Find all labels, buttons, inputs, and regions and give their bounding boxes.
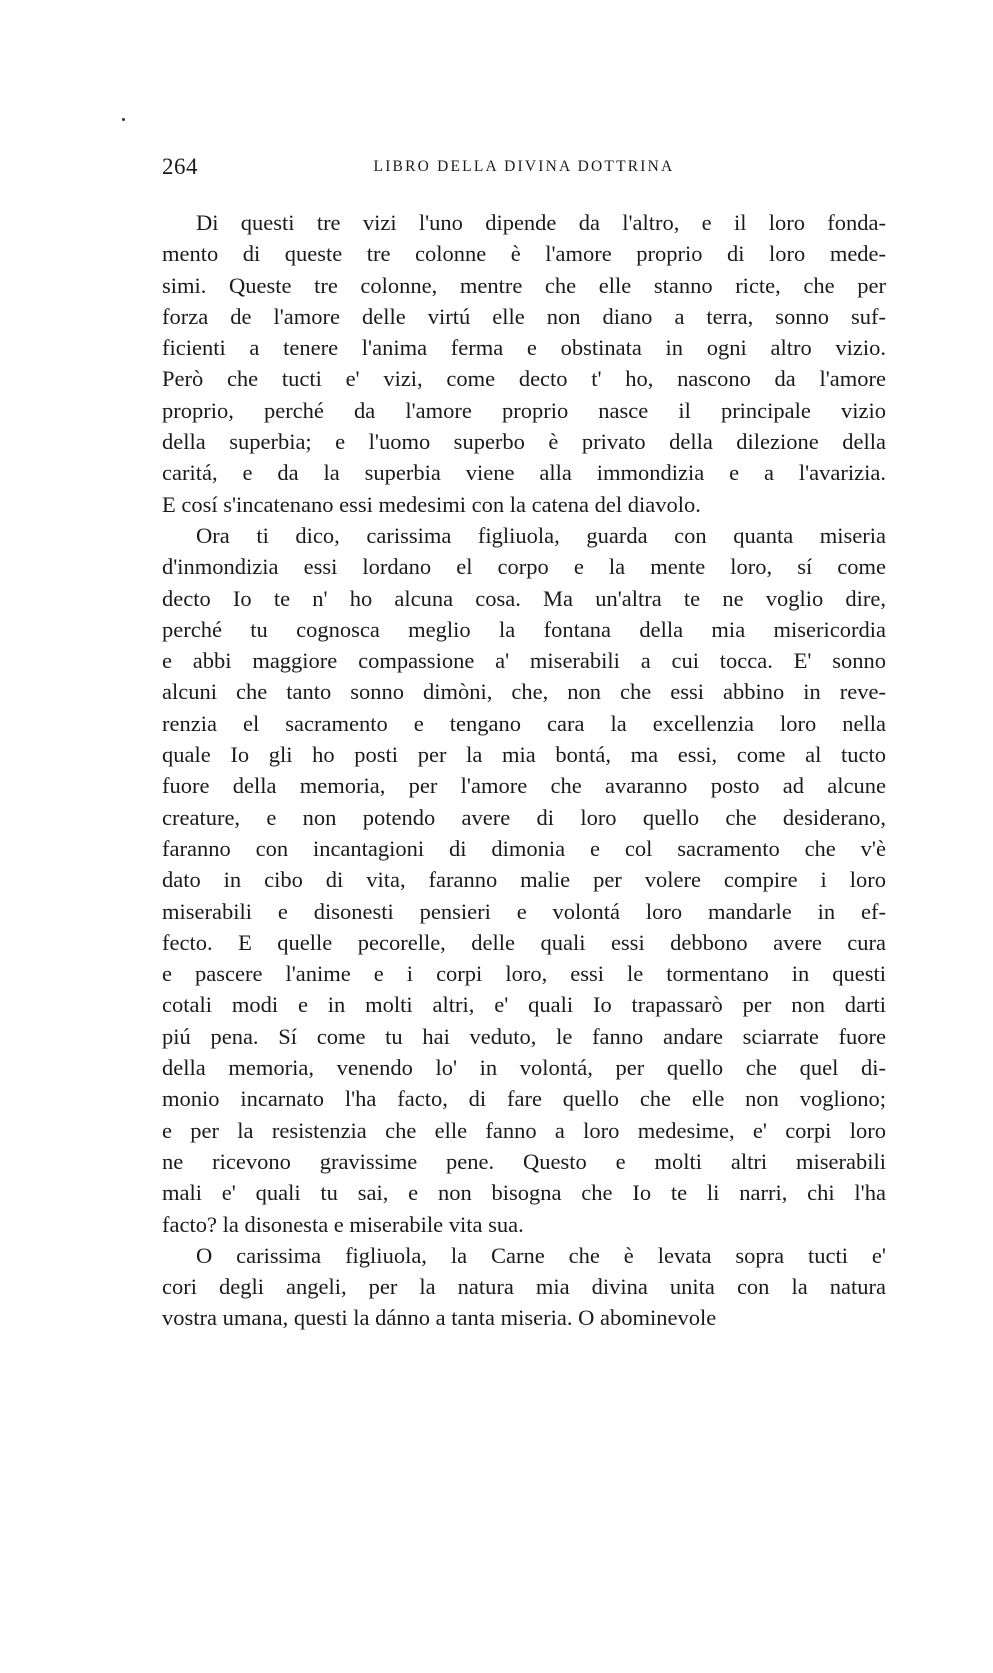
- paragraph: [162, 207, 886, 520]
- text-line: dato in cibo di vita, faranno malie per volere compire i loro: [162, 867, 886, 893]
- text-line: quale Io gli ho posti per la mia bontá, ma essi, come al tucto: [162, 742, 886, 768]
- text-line: monio incarnato l'ha facto, di fare quello che elle non vogliono;: [162, 1086, 886, 1112]
- text-line: alcuni che tanto sonno dimòni, che, non che essi abbino in reve-: [162, 679, 887, 705]
- text-line: creature, e non potendo avere di loro quello che desiderano,: [162, 804, 887, 830]
- text-line: della memoria, venendo lo' in volontá, per quello che quel di-: [162, 1055, 886, 1081]
- text-line: cotali modi e in molti altri, e' quali Io trapassarò per non darti: [162, 992, 887, 1018]
- text-line: e pascere l'anime e i corpi loro, essi le tormentano in questi: [162, 961, 887, 987]
- page-number: 264: [162, 154, 198, 179]
- text-line: renzia el sacramento e tengano cara la excellenzia loro nella: [162, 710, 886, 736]
- text-line: fecto. E quelle pecorelle, delle quali essi debbono avere cura: [162, 929, 887, 955]
- text-line: piú pena. Sí come tu hai veduto, le fanno andare sciarrate fuore: [162, 1023, 887, 1049]
- text-line: perché tu cognosca meglio la fontana della mia misericordia: [162, 616, 886, 642]
- text-line: e per la resistenzia che elle fanno a loro medesime, e' corpi loro: [162, 1117, 886, 1143]
- text-line: proprio, perché da l'amore proprio nasce il principale vizio: [162, 397, 886, 423]
- text-line: ficienti a tenere l'anima ferma e obstinata in ogni altro vizio.: [162, 335, 887, 361]
- text-line: faranno con incantagioni di dimonia e col sacramento che v'è: [162, 835, 886, 861]
- text-line: simi. Queste tre colonne, mentre che elle stanno ricte, che per: [162, 272, 886, 298]
- text-line: decto Io te n' ho alcuna cosa. Ma un'altra te ne voglio dire,: [162, 585, 887, 611]
- print-speck: [122, 118, 125, 121]
- running-title: LIBRO DELLA DIVINA DOTTRINA: [373, 158, 675, 175]
- text-line: Di questi tre vizi l'uno dipende da l'altro, e il loro fonda-: [196, 210, 886, 235]
- text-line: e abbi maggiore compassione a' miserabili a cui tocca. E' sonno: [162, 648, 886, 674]
- text-line: mali e' quali tu sai, e non bisogna che Io te li narri, chi l'ha: [162, 1180, 886, 1206]
- text-line: forza de l'amore delle virtú elle non diano a terra, sonno suf-: [162, 303, 887, 329]
- text-line: della superbia; e l'uomo superbo è privato della dilezione della: [162, 429, 886, 455]
- text-line: E cosí s'incatenano essi medesimi con la catena del diavolo.: [162, 491, 701, 517]
- text-line: mento di queste tre colonne è l'amore proprio di loro mede-: [162, 241, 887, 267]
- text-line: d'inmondizia essi lordano el corpo e la mente loro, sí come: [162, 554, 887, 580]
- text-line: Però che tucti e' vizi, come decto t' ho, nascono da l'amore: [162, 366, 886, 392]
- text-line: ne ricevono gravissime pene. Questo e molti altri miserabili: [162, 1148, 886, 1174]
- text-line: cori degli angeli, per la natura mia divina unita con la natura: [162, 1274, 886, 1300]
- paragraph: [162, 520, 886, 1240]
- text-line: fuore della memoria, per l'amore che avaranno posto ad alcune: [162, 773, 886, 799]
- text-line: O carissima figliuola, la Carne che è levata sopra tucti e': [196, 1242, 886, 1268]
- text-line: Ora ti dico, carissima figliuola, guarda con quanta miseria: [196, 522, 887, 548]
- page-header: [162, 154, 886, 184]
- text-line: vostra umana, questi la dánno a tanta miseria. O abominevole: [162, 1305, 717, 1331]
- text-line: facto? la disonesta e miserabile vita sua.: [162, 1211, 524, 1237]
- body-text: [162, 207, 886, 1334]
- text-line: miserabili e disonesti pensieri e volontá loro mandarle in ef-: [162, 898, 886, 924]
- paragraph: [162, 1240, 886, 1334]
- text-line: caritá, e da la superbia viene alla immondizia e a l'avarizia.: [162, 460, 886, 486]
